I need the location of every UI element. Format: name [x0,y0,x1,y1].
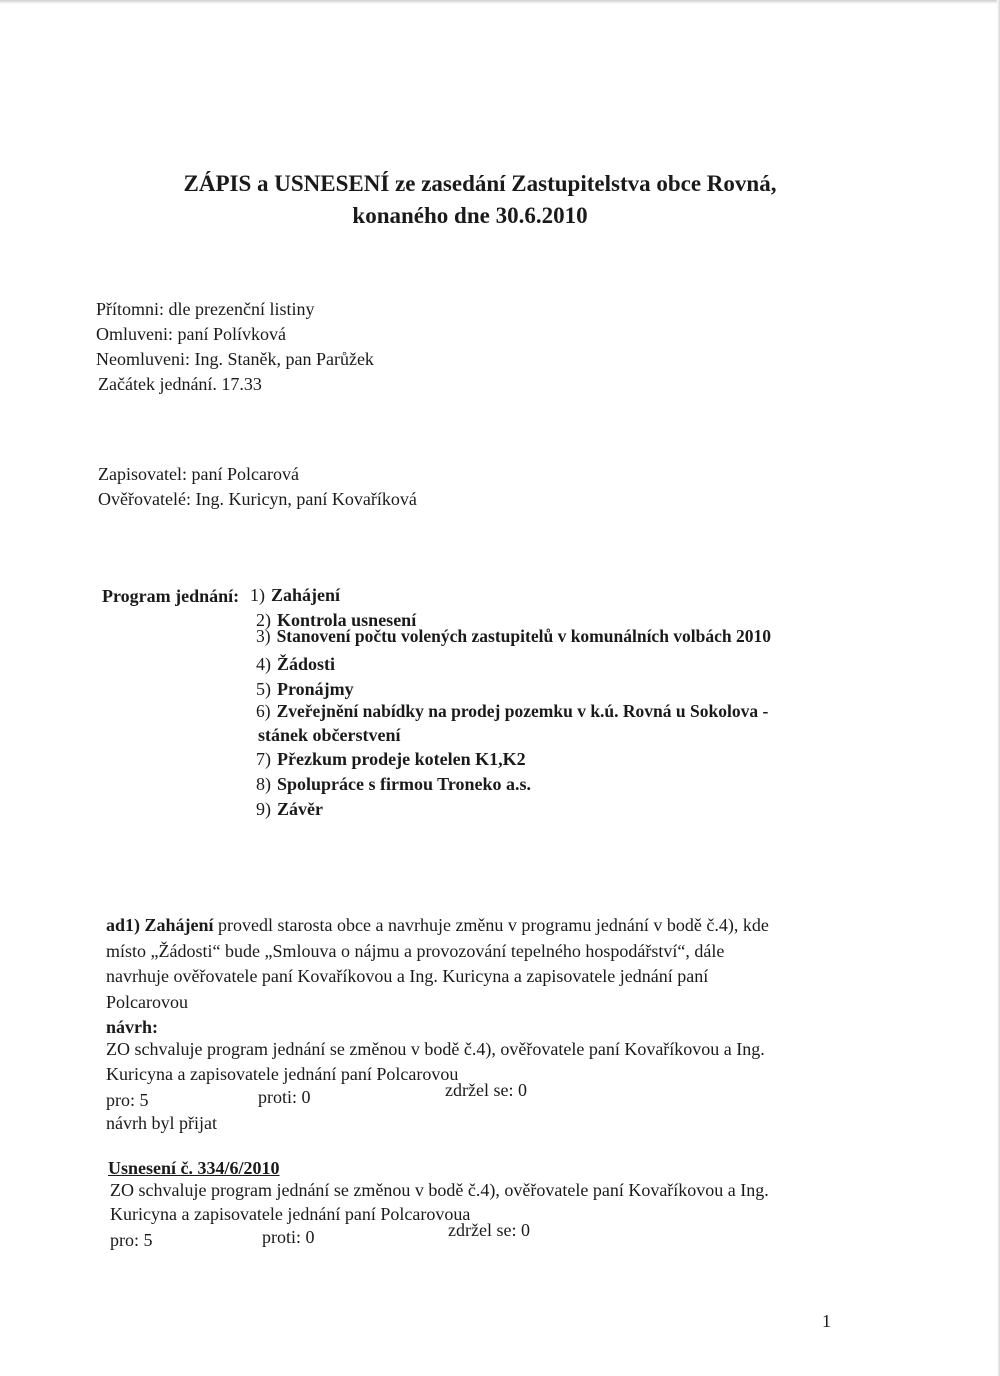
program-item [256,747,526,771]
ad1-heading: ad1) Zahájení [106,915,214,935]
program-item-text: Žádosti [277,654,336,674]
vote-for: pro: 5 [106,1090,149,1110]
program-item [256,797,323,821]
attendance-present: Přítomni: dle prezenční listiny [96,299,315,319]
attendance-excused: Omluveni: paní Polívková [96,324,286,344]
program-item-text: stánek občerstvení [258,725,401,745]
program-item-number: 2) [256,610,271,630]
attendance-unexcused: Neomluveni: Ing. Staněk, pan Parůžek [96,349,374,369]
program-item-text: Zveřejnění nabídky na prodej pozemku v k.ú. Rovná u Sokolova - [276,701,769,721]
verifiers: Ověřovatelé: Ing. Kuricyn, paní Kovaříková [98,489,417,509]
program-item-continuation [258,723,401,747]
program-item-text: Kontrola usnesení [277,610,417,630]
program-item [256,677,354,701]
program-item-text: Stanovení počtu volených zastupitelů v komunálních volbách 2010 [276,626,772,646]
program-label: Program jednání: [102,586,240,606]
resolution-vote-for: pro: 5 [110,1230,153,1250]
vote-against: proti: 0 [258,1087,311,1107]
program-item [250,583,340,607]
program-item-number: 7) [256,749,271,769]
vote-abstain: zdržel se: 0 [445,1080,527,1100]
resolution-line2: Kuricyna a zapisovatele jednání paní Polcarovoua [110,1204,471,1224]
resolution-vote-against: proti: 0 [262,1227,315,1247]
program-item-number: 1) [250,585,265,605]
ad1-line1-text: provedl starosta obce a navrhuje změnu v programu jednání v bodě č.4), kde [213,915,769,935]
program-item-number: 5) [256,679,271,699]
program-item-number: 8) [256,774,271,794]
proposal-line2: Kuricyna a zapisovatele jednání paní Polcarovou [106,1064,459,1084]
program-item [256,624,771,648]
program-item-number: 6) [256,701,271,721]
ad1-line1 [106,912,769,938]
program-item-text: Spolupráce s firmou Troneko a.s. [277,774,532,794]
meeting-start: Začátek jednání. 17.33 [98,374,262,394]
program-item [256,652,335,676]
ad1-line4: Polcarovou [106,992,188,1012]
scan-edge-top [0,0,1000,4]
resolution-vote-abstain: zdržel se: 0 [448,1220,530,1240]
page-number: 1 [822,1311,831,1331]
proposal-result: návrh byl přijat [106,1113,217,1133]
document-title-line1: ZÁPIS a USNESENÍ ze zasedání Zastupitelstva obce Rovná, [183,171,777,196]
program-item-number: 4) [256,654,271,674]
proposal-label: návrh: [106,1017,159,1037]
program-item-text: Pronájmy [277,679,354,699]
ad1-line3: navrhuje ověřovatele paní Kovaříkovou a Ing. Kuricyna a zapisovatele jednání paní [106,966,709,986]
program-item-text: Závěr [277,799,323,819]
resolution-heading: Usnesení č. 334/6/2010 [108,1158,280,1178]
recorder: Zapisovatel: paní Polcarová [98,464,299,484]
program-item-text: Zahájení [271,585,341,605]
program-item-number: 9) [256,799,271,819]
program-item-number: 3) [256,626,271,646]
program-item [256,699,768,723]
program-item [256,772,531,796]
document-title-line2: konaného dne 30.6.2010 [352,203,588,228]
program-item-text: Přezkum prodeje kotelen K1,K2 [277,749,526,769]
ad1-line2: místo „Žádosti“ bude „Smlouva o nájmu a provozování tepelného hospodářství“, dále [106,941,725,961]
proposal-line1: ZO schvaluje program jednání se změnou v bodě č.4), ověřovatele paní Kovaříkovou a Ing. [106,1039,765,1059]
resolution-line1: ZO schvaluje program jednání se změnou v bodě č.4), ověřovatele paní Kovaříkovou a Ing. [110,1180,769,1200]
